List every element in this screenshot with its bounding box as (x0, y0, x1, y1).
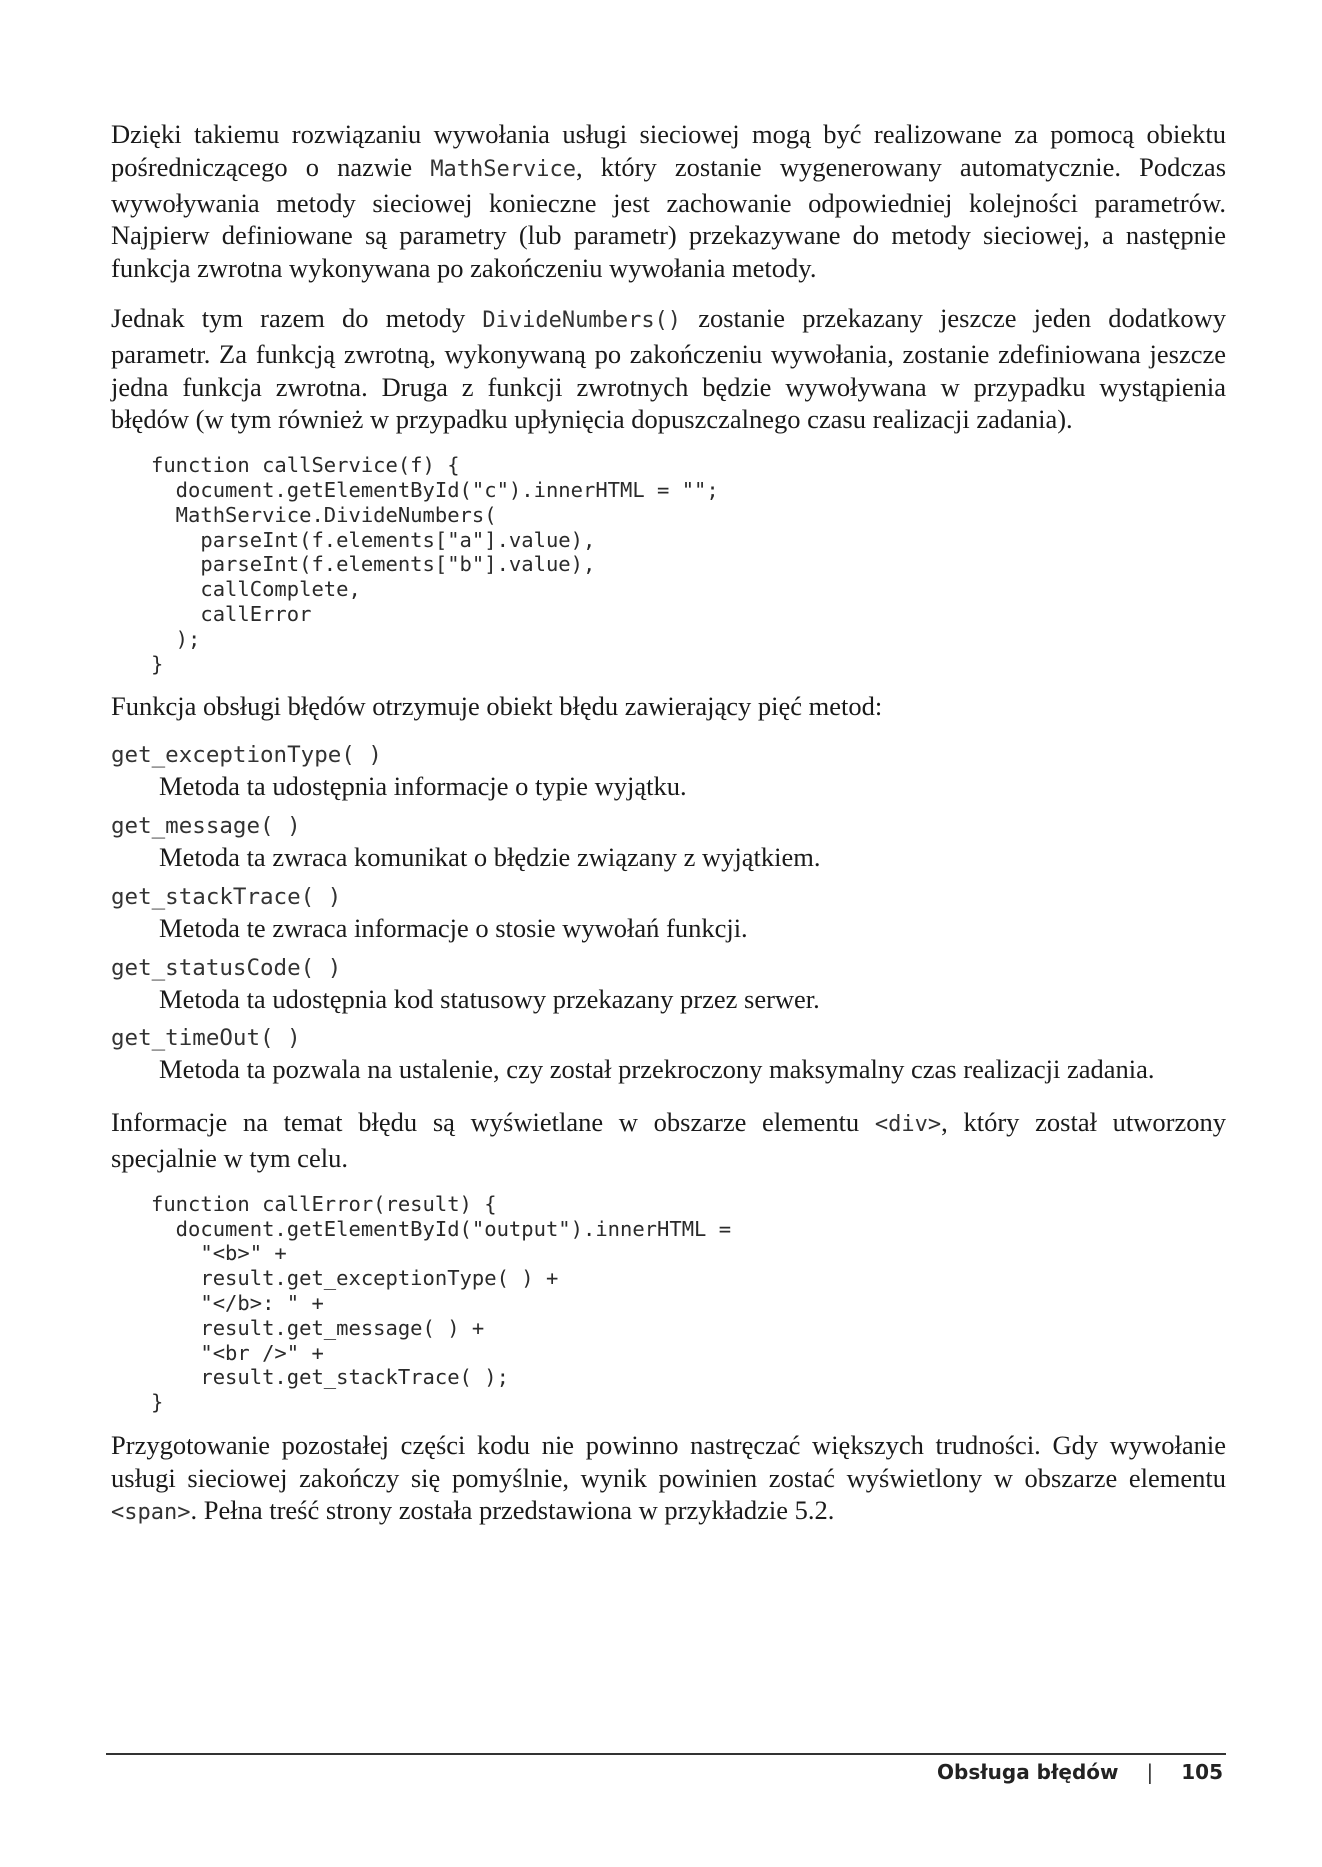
page-number: 105 (1181, 1760, 1223, 1784)
inline-code-div: <div> (874, 1112, 942, 1138)
code-block-call-error: function callError(result) { document.getElementById("output").innerHTML = "<b>" + result.get_exceptionType( ) + "</b>: " + result.get_message( ) + "<br />" + result.get_stackTrace( ); } (151, 1191, 732, 1415)
method-description: Metoda ta zwraca komunikat o błędzie związany z wyjątkiem. (159, 841, 821, 872)
paragraph-2-text-b: zostanie przekazany jeszcze jeden dodatkowy parametr. Za funkcją zwrotną, wykonywaną po zakończeniu wywołania, zostanie zdefiniowana jeszcze jedna funkcja zwrotna. Druga z funkcji zwrotnych będzie wywoływana w przypadku wystąpienia błędów (w tym również w przypadku upłynięcia dopuszczalnego czasu realizacji zadania). (111, 302, 1226, 435)
method-name: get_timeOut( ) (111, 1025, 301, 1052)
inline-code-mathservice: MathService (430, 156, 577, 182)
method-name: get_statusCode( ) (111, 954, 342, 981)
footer-divider (106, 1753, 1226, 1755)
page-footer (937, 1760, 1223, 1784)
paragraph-4-text-a: Informacje na temat błędu są wyświetlane w obszarze elementu (111, 1107, 875, 1138)
footer-section-title: Obsługa błędów (937, 1760, 1119, 1784)
method-name: get_message( ) (111, 812, 301, 839)
method-name: get_exceptionType( ) (111, 742, 382, 769)
paragraph-1-text-b: , który zostanie wygenerowany automatycznie. Podczas wywoływania metody sieciowej konieczne jest zachowanie odpowiedniej kolejności parametrów. Najpierw definiowane są parametry (lub parametr) przekazywane do metody sieciowej, a następnie funkcja zwrotna wykonywana po zakończeniu wywołania metody. (111, 151, 1227, 284)
method-list (111, 740, 1226, 1086)
inline-code-dividenumbers: DivideNumbers() (482, 307, 682, 333)
method-description: Metoda te zwraca informacje o stosie wywołań funkcji. (159, 912, 748, 943)
paragraph-5-text-b: . Pełna treść strony została przedstawiona w przykładzie 5.2. (190, 1495, 835, 1526)
method-description: Metoda ta udostępnia informacje o typie wyjątku. (159, 771, 687, 802)
paragraph-2-text-a: Jednak tym razem do metody (111, 302, 483, 333)
method-name: get_stackTrace( ) (111, 883, 342, 910)
inline-code-span: <span> (111, 1500, 191, 1526)
method-description: Metoda ta udostępnia kod statusowy przekazany przez serwer. (159, 983, 820, 1014)
paragraph-4 (111, 1106, 1226, 1175)
method-description: Metoda ta pozwala na ustalenie, czy został przekroczony maksymalny czas realizacji zadania. (159, 1054, 1155, 1085)
paragraph-3: Funkcja obsługi błędów otrzymuje obiekt błędu zawierający pięć metod: (111, 691, 883, 722)
paragraph-2 (111, 302, 1226, 436)
page-content (111, 118, 1226, 1547)
paragraph-5 (111, 1429, 1226, 1530)
paragraph-4-text-b: , który został utworzony specjalnie w tym celu. (111, 1107, 1226, 1173)
paragraph-5-text-a: Przygotowanie pozostałej części kodu nie powinno nastręczać większych trudności. Gdy wywołanie usługi sieciowej zakończy się pomyślnie, wynik powinien zostać wyświetlony w obszarze elementu (111, 1429, 1226, 1493)
paragraph-1-text-a: Dzięki takiemu rozwiązaniu wywołania usługi sieciowej mogą być realizowane za pomocą obiektu pośredniczącego o nazwie (111, 119, 1226, 182)
footer-separator: | (1146, 1760, 1154, 1784)
code-block-call-service: function callService(f) { document.getElementById("c").innerHTML = ""; MathService.DivideNumbers( parseInt(f.elements["a"].value), parseInt(f.elements["b"].value), callComplete, callError ); } (151, 453, 719, 676)
paragraph-1 (111, 118, 1226, 285)
